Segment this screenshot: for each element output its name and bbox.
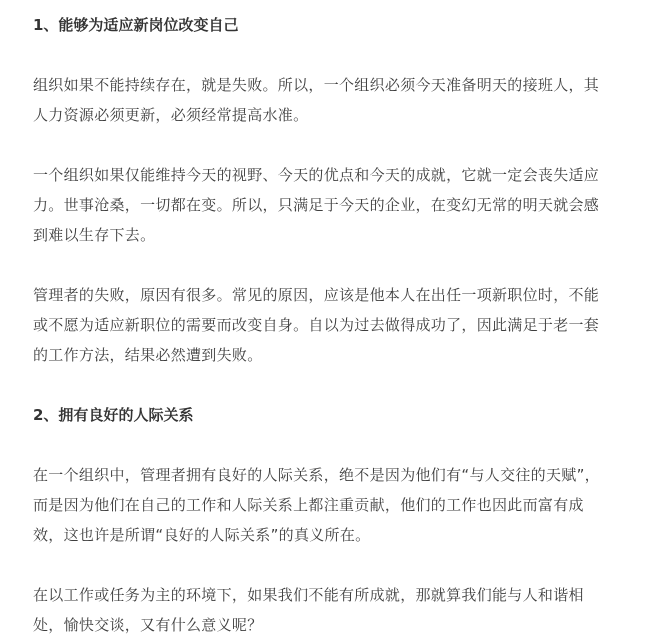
section-heading: 2、拥有良好的人际关系 (33, 406, 194, 424)
paragraph-line: 处，愉快交谈，又有什么意义呢？ (33, 616, 263, 634)
paragraph-line: 力。世事沧桑，一切都在变。所以，只满足于今天的企业，在变幻无常的明天就会感 (33, 196, 600, 214)
paragraph-line: 人力资源必须更新，必须经常提高水准。 (33, 106, 309, 124)
paragraph-line: 或不愿为适应新职位的需要而改变自身。自以为过去做得成功了，因此满足于老一套 (33, 316, 600, 334)
paragraph (33, 580, 633, 640)
paragraph-line: 组织如果不能持续存在，就是失败。所以，一个组织必须今天准备明天的接班人，其 (33, 76, 600, 94)
paragraph-line: 一个组织如果仅能维持今天的视野、今天的优点和今天的成就，它就一定会丧失适应 (33, 166, 600, 184)
paragraph-line: 在以工作或任务为主的环境下，如果我们不能有所成就，那就算我们能与人和谐相 (33, 586, 584, 604)
paragraph-line: 效，这也许是所谓“良好的人际关系”的真义所在。 (33, 526, 371, 544)
paragraph-line: 而是因为他们在自己的工作和人际关系上都注重贡献，他们的工作也因此而富有成 (33, 496, 584, 514)
paragraph-line: 到难以生存下去。 (33, 226, 156, 244)
paragraph (33, 160, 633, 250)
paragraph (33, 70, 633, 130)
paragraph-line: 的工作方法，结果必然遭到失败。 (33, 346, 263, 364)
section-heading: 1、能够为适应新岗位改变自己 (33, 16, 239, 34)
paragraph-line: 管理者的失败，原因有很多。常见的原因，应该是他本人在出任一项新职位时，不能 (33, 286, 600, 304)
paragraph (33, 280, 633, 370)
paragraph-line: 在一个组织中，管理者拥有良好的人际关系，绝不是因为他们有“与人交往的天赋”， (33, 466, 600, 484)
article-body (33, 10, 633, 640)
paragraph (33, 460, 633, 550)
